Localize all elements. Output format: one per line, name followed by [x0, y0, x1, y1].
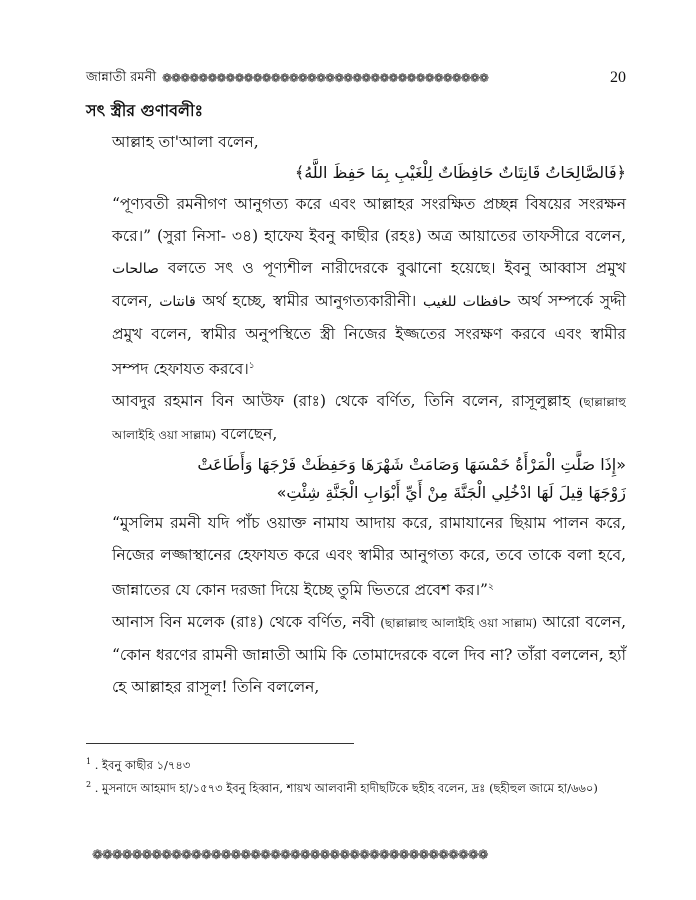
footnote-2: [86, 775, 626, 798]
paragraph-3-text: “মুসলিম রমনী যদি পাঁচ ওয়াক্ত নামায আদায় করে, রামাযানের ছিয়াম পালন করে, নিজের লজ্জাস্থানের হেফাযত করে এবং স্বামীর আনুগত্য করে, তবে তাকে বলা হবে, জান্নাতের যে কোন দরজা দিয়ে ইচ্ছে তুমি ভিতরে প্রবেশ কর।”: [112, 514, 626, 600]
arabic-term-qanitat: قانتات: [159, 294, 196, 310]
intro-line: আল্লাহ তা'আলা বলেন,: [112, 133, 259, 151]
arabic-term-hafizat: حافظات للغيب: [422, 294, 512, 310]
footnote-mark-2: 2: [86, 779, 92, 789]
footnote-text-1: . ইবনু কাছীর ১/৭৪৩: [94, 757, 191, 772]
quran-verse: ﴿فَالصَّالِحَاتُ قَانِتَاتٌ حَافِظَاتٌ لِلْغَيْبِ بِمَا حَفِظَ اللَّهُ﴾: [294, 163, 626, 182]
salawat-text: (ছাল্লাল্লাহু আলাইহি ওয়া সাল্লাম): [112, 395, 626, 443]
hadith-arabic-line-2: زَوْجَهَا قِيلَ لَهَا ادْخُلِي الْجَنَّةَ مِنْ أَيِّ أَبْوَابِ الْجَنَّةِ شِئْتِ»: [276, 483, 626, 503]
paragraph-4-part-b: আরো বলেন, “কোন ধরণের রামনী জান্নাতী আমি কি তোমাদেরকে বলে দিব না? তাঁরা বললেন, হ্যাঁ হে আল্লাহর রাসূল! তিনি বললেন,: [112, 613, 626, 697]
paragraph-1-part-a: “পূণ্যবতী রমনীগণ আনুগত্য করে এবং আল্লাহর সংরক্ষিত প্রচ্ছন্ন বিষয়ের সংরক্ষন করে।” (সুরা নিসা- ৩৪) হাফেয ইবনু কাছীর (রহঃ) অত্র আয়াতের তাফসীরে বলেন,: [112, 195, 626, 245]
footnote-text-2: . মুসনাদে আহমাদ হা/১৫৭৩ ইবনু হিব্বান, শায়খ আলবানী হাদীছটিকে ছহীহ বলেন, দ্রঃ (ছহীহুল জামে হা/৬৬০): [94, 780, 598, 795]
paragraph-2-part-a: আবদুর রহমান বিন আউফ (রাঃ) থেকে বর্ণিত, তিনি বলেন, রাসূলুল্লাহ: [112, 392, 571, 411]
footnote-mark-1: 1: [86, 757, 92, 766]
paragraph-4: [86, 606, 626, 703]
arabic-term-salihat: صالحات: [112, 261, 159, 277]
paragraph-2-part-b: বলেছেন,: [221, 425, 278, 444]
footnote-1: [86, 752, 626, 775]
page-body: [86, 96, 626, 703]
salawat-text-2: (ছাল্লাল্লাহু আলাইহি ওয়া সাল্লাম): [380, 616, 538, 631]
paragraph-1: [86, 188, 626, 385]
paragraph-3: [86, 507, 626, 606]
header-ornament: ❁❁❁❁❁❁❁❁❁❁❁❁❁❁❁❁❁❁❁❁❁❁❁❁❁❁❁❁❁❁❁❁❁❁❁❁: [162, 71, 489, 85]
page-number: 20: [610, 69, 626, 86]
footnote-divider: [86, 743, 354, 744]
page-header: [86, 66, 626, 90]
paragraph-1-part-c: অর্থ হচ্ছে, স্বামীর আনুগত্যকারীনী।: [202, 292, 417, 310]
section-heading: সৎ স্ত্রীর গুণাবলীঃ: [86, 101, 204, 120]
footer-ornament: ❁❁❁❁❁❁❁❁❁❁❁❁❁❁❁❁❁❁❁❁❁❁❁❁❁❁❁❁❁❁❁❁❁❁❁❁❁❁❁❁: [92, 848, 488, 863]
paragraph-1-part-d: অর্থ সম্পর্কে সুদ্দী প্রমুখ বলেন, স্বামীর অনুপস্থিতে স্ত্রী নিজের ইজ্জতের সংরক্ষণ করবে এবং স্বামীর সম্পদ হেফাযত করবে।: [112, 292, 626, 379]
footnotes: [86, 752, 626, 798]
footnote-ref-1[interactable]: ১: [248, 361, 255, 371]
paragraph-2: [86, 385, 626, 451]
hadith-arabic-line-1: «إِذَا صَلَّتِ الْمَرْأَةُ خَمْسَهَا وَصَامَتْ شَهْرَهَا وَحَفِظَتْ فَرْجَهَا وَأَطَاعَتْ: [197, 455, 626, 475]
running-title: জান্নাতী রমনী: [86, 69, 157, 85]
footnote-ref-2[interactable]: ২: [487, 582, 494, 593]
paragraph-4-part-a: আনাস বিন মলেক (রাঃ) থেকে বর্ণিত, নবী: [112, 613, 375, 632]
paragraph-1-part-b: বলতে সৎ ও পূণ্যশীল নারীদেরকে বুঝানো হয়েছে। ইবনু আব্বাস প্রমুখ বলেন,: [112, 259, 626, 310]
